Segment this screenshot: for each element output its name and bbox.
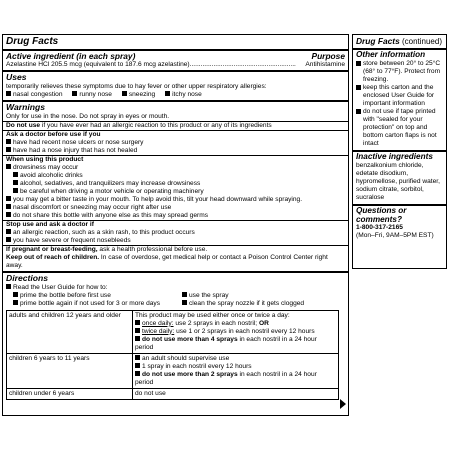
drowsy-subitem: avoid alcoholic drinks <box>3 172 348 180</box>
directions-heading: Directions <box>6 273 49 284</box>
phone-number: 1-800-317-2165 <box>356 224 403 232</box>
uses-intro: temporarily relieves these symptoms due to hay fever or other upper respiratory allergies: <box>6 82 267 90</box>
guide-topic-item: prime bottle again if not used for 3 or more days <box>13 300 176 308</box>
phone-hours: (Mon–Fri, 9AM–5PM EST) <box>356 232 434 240</box>
drug-facts-title: Drug Facts <box>6 36 59 47</box>
active-ingredient-heading: Active ingredient (in each spray) <box>6 51 136 62</box>
inactive-ingredients-heading: Inactive ingredients <box>356 152 433 162</box>
dosage-cell: This product may be used either once or twice a day: once daily: use 2 sprays in each nostril; OR twice daily: use 1 or 2 sprays in each nostril every 12 hours do not use more than 4 sprays in each nostril in a 24 hour period <box>133 310 339 353</box>
drowsy-subitem: be careful when driving a motor vehicle or operating machinery <box>3 188 348 196</box>
dosage-cell: do not use <box>133 388 339 399</box>
continue-arrow-icon <box>340 399 346 409</box>
age-group-cell: adults and children 12 years and older <box>7 310 133 353</box>
when-using-heading: When using this product <box>6 155 84 163</box>
uses-list <box>3 91 348 99</box>
purpose-value: Antihistamine <box>305 61 345 69</box>
other-info-item: store between 20° to 25°C (68° to 77°F). Protect from freezing. <box>353 60 446 84</box>
guide-topic-item: prime the bottle before first use <box>13 292 176 300</box>
questions-heading: Questions or comments? <box>356 206 407 225</box>
inactive-ingredients-list: benzalkonium chloride, edetate disodium, hypromellose, purified water, sodium citrate, sorbitol, sucralose <box>356 162 440 202</box>
active-ingredient-name: Azelastine HCl 205.5 mcg (equivalent to 187.6 mcg azelastine) <box>6 61 190 69</box>
leader-dots: .......................................................... <box>189 61 296 69</box>
uses-item: sneezing <box>122 91 155 98</box>
other-info-item: do not use if tape printed with "sealed for your protection" on top and bottom carton flaps is not intact <box>353 108 446 148</box>
table-row <box>7 388 339 399</box>
questions-section <box>353 206 446 240</box>
keep-out-of-reach-warning: Keep out of reach of children. In case of overdose, get medical help or contact a Poison Control Center right away. <box>6 254 328 270</box>
uses-section <box>3 72 348 99</box>
age-group-cell: children under 6 years <box>7 388 133 399</box>
uses-item: nasal congestion <box>6 91 63 98</box>
continued-title: Drug Facts (continued) <box>356 36 442 46</box>
warnings-section <box>3 102 348 270</box>
inactive-ingredients-section <box>353 152 446 202</box>
user-guide-topics <box>3 292 348 308</box>
other-info-item: keep this carton and the enclosed User Guide for important information <box>353 84 446 108</box>
other-information-heading: Other information <box>356 49 426 59</box>
warnings-heading: Warnings <box>6 102 45 113</box>
dosage-table <box>6 310 339 400</box>
dosage-cell: an adult should supervise use 1 spray in each nostril every 12 hours do not use more than 2 sprays in each nostril in a 24 hour period <box>133 353 339 388</box>
uses-item: itchy nose <box>165 91 202 98</box>
guide-topic-item: clean the spray nozzle if it gets clogged <box>182 300 345 308</box>
when-using-item: nasal discomfort or sneezing may occur right after use <box>3 204 348 212</box>
ask-doctor-item: have had a nose injury that has not healed <box>3 147 348 155</box>
stop-use-item: an allergic reaction, such as a skin rash, to this product occurs <box>3 229 348 237</box>
guide-topic-item: use the spray <box>182 292 345 300</box>
drug-facts-continued-panel <box>352 34 447 269</box>
purpose-heading: Purpose <box>311 51 345 62</box>
active-ingredient-section <box>3 51 348 69</box>
ask-doctor-item: have had recent nose ulcers or nose surgery <box>3 139 348 147</box>
uses-heading: Uses <box>6 72 27 83</box>
directions-section <box>3 273 348 400</box>
when-using-item: do not share this bottle with anyone else as this may spread germs <box>3 212 348 220</box>
drowsy-subitem: alcohol, sedatives, and tranquilizers may increase drowsiness <box>3 180 348 188</box>
drowsiness-item: drowsiness may occur <box>3 164 348 172</box>
table-row <box>7 353 339 388</box>
other-information-section <box>353 50 446 148</box>
uses-item: runny nose <box>72 91 112 98</box>
stop-use-item: you have severe or frequent nosebleeds <box>3 237 348 245</box>
ask-doctor-heading: Ask a doctor before use if you <box>6 130 101 138</box>
when-using-item: you may get a bitter taste in your mouth. To help avoid this, tilt your head downward while spraying. <box>3 196 348 204</box>
age-group-cell: children 6 years to 11 years <box>7 353 133 388</box>
read-user-guide: Read the User Guide for how to: <box>3 284 348 292</box>
do-not-use-warning: Do not use if you have ever had an allergic reaction to this product or any of its ingredients <box>6 121 272 129</box>
warnings-intro: Only for use in the nose. Do not spray in eyes or mouth. <box>6 112 170 120</box>
pregnancy-warning: If pregnant or breast-feeding, ask a health professional before use. <box>6 246 208 253</box>
stop-use-heading: Stop use and ask a doctor if <box>6 220 94 228</box>
table-row <box>7 310 339 353</box>
drug-facts-main-panel <box>2 34 349 416</box>
